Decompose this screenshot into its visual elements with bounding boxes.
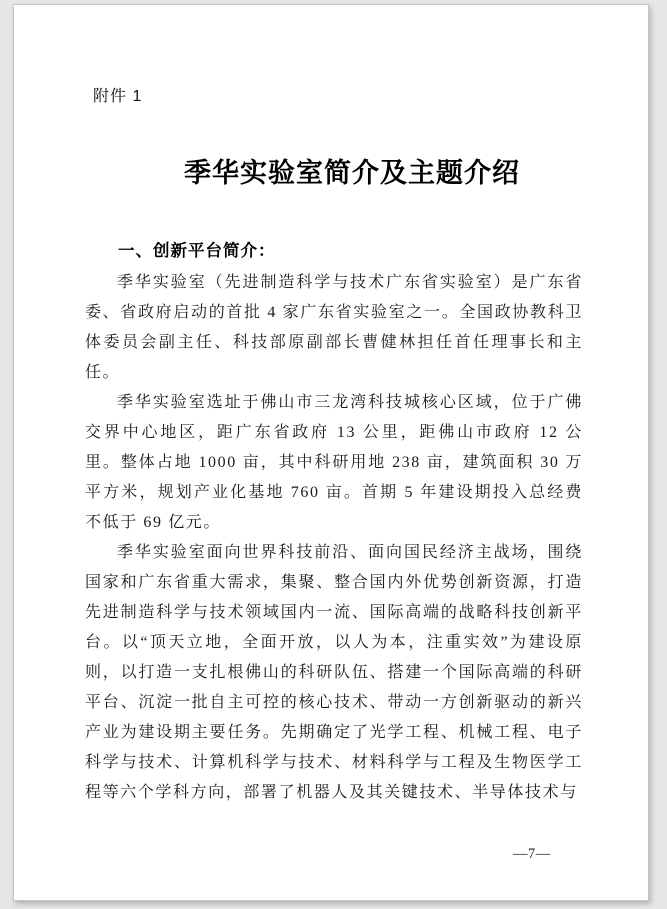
attachment-label: 附件 1 xyxy=(93,88,143,105)
paragraph-location-investment: 季华实验室选址于佛山市三龙湾科技城核心区域，位于广佛交界中心地区，距广东省政府 13 公里，距佛山市政府 12 公里。整体占地 1000 亩，其中科研用地 238 亩，建筑面积 30 万平方米，规划产业化基地 760 亩。首期 5 年建设期投入总经费不低于 69 亿元。 xyxy=(85,394,583,531)
document-page xyxy=(13,4,649,901)
page-number: —7— xyxy=(513,846,551,862)
paragraph-lab-overview: 季华实验室（先进制造科学与技术广东省实验室）是广东省委、省政府启动的首批 4 家广东省实验室之一。全国政协教科卫体委员会副主任、科技部原副部长曹健林担任首任理事长和主任。 xyxy=(85,274,583,381)
section-heading: 一、创新平台简介： xyxy=(118,242,276,260)
paragraph-mission-disciplines: 季华实验室面向世界科技前沿、面向国民经济主战场，围绕国家和广东省重大需求，集聚、整合国内外优势创新资源，打造先进制造科学与技术领域国内一流、国际高端的战略科技创新平台。以“顶天立地，全面开放，以人为本，注重实效”为建设原则，以打造一支扎根佛山的科研队伍、搭建一个国际高端的科研平台、沉淀一批自主可控的核心技术、带动一方创新驱动的新兴产业为建设期主要任务。先期确定了光学工程、机械工程、电子科学与技术、计算机科学与技术、材料科学与工程及生物医学工程等六个学科方向，部署了机器人及其关键技术、半导体技术与 xyxy=(85,544,583,801)
document-body xyxy=(85,238,583,808)
document-title: 季华实验室简介及主题介绍 xyxy=(184,158,520,188)
